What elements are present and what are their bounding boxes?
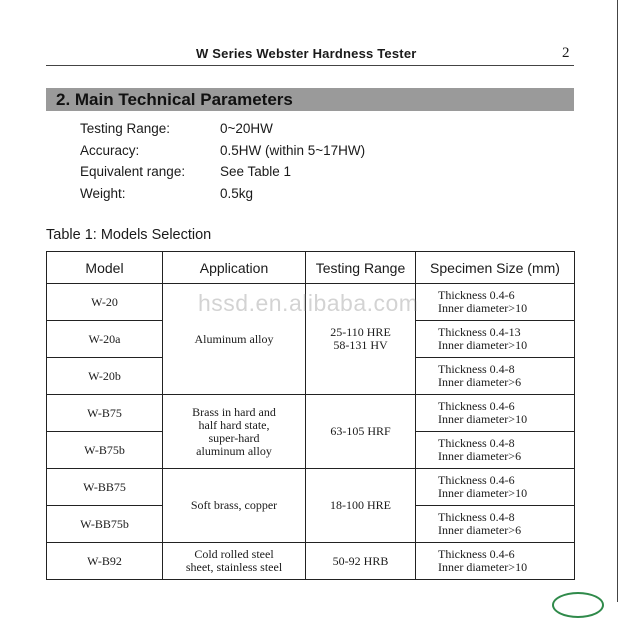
param-label: Weight: [80,186,126,201]
header-specimen-size: Specimen Size (mm) [416,252,575,284]
application-cell [163,395,306,469]
spec-thickness: Thickness 0.4-13 [438,325,521,339]
specimen-size-cell [416,358,575,395]
testing-range-cell [306,395,416,469]
model-cell: W-B92 [47,543,163,580]
param-label: Equivalent range: [80,164,186,179]
testing-range-cell [306,469,416,543]
param-value: See Table 1 [220,164,292,179]
testing-range-line: 50-92 HRB [332,553,389,568]
testing-range-line: 18-100 HRE [330,498,391,512]
models-table [46,251,575,580]
testing-range-line: 58-131 HV [333,338,388,352]
specimen-size-cell [416,506,575,543]
specimen-size-cell [416,469,575,506]
corner-logo-icon [552,592,604,618]
specimen-size-cell [416,321,575,358]
spec-thickness: Thickness 0.4-6 [438,399,515,413]
table-row [47,543,575,580]
table-row [47,284,575,321]
model-cell: W-BB75b [47,506,163,543]
spec-thickness: Thickness 0.4-6 [438,473,515,487]
table-row [47,469,575,506]
application-line: Aluminum alloy [194,331,274,346]
spec-inner-diameter: Inner diameter>6 [438,523,522,537]
spec-inner-diameter: Inner diameter>10 [438,412,528,426]
specimen-size-cell [416,395,575,432]
table-row [47,395,575,432]
section-title: 2. Main Technical Parameters [56,90,293,109]
model-cell: W-20a [47,321,163,358]
param-value: 0.5HW (within 5~17HW) [220,143,366,158]
model-cell: W-B75 [47,395,163,432]
spec-thickness: Thickness 0.4-8 [438,510,515,524]
table-caption: Table 1: Models Selection [46,227,212,243]
model-cell: W-20b [47,358,163,395]
param-value: 0~20HW [220,121,273,136]
page-number: 2 [562,45,570,61]
application-line: Cold rolled steel [194,547,274,561]
spec-inner-diameter: Inner diameter>10 [438,560,528,574]
header-model: Model [47,252,163,284]
specimen-size-cell [416,284,575,321]
spec-thickness: Thickness 0.4-6 [438,547,515,561]
param-label: Accuracy: [80,143,140,158]
testing-range-line: 25-110 HRE [330,325,391,339]
spec-inner-diameter: Inner diameter>6 [438,375,522,389]
spec-thickness: Thickness 0.4-8 [438,362,515,376]
header-rule [46,65,574,66]
table-header-row [47,252,575,284]
header-testing-range: Testing Range [306,252,416,284]
application-line: sheet, stainless steel [185,560,283,574]
testing-range-cell [306,543,416,580]
application-cell [163,543,306,580]
param-value: 0.5kg [220,186,254,201]
model-cell: W-20 [47,284,163,321]
specimen-size-cell [416,432,575,469]
header-application: Application [163,252,306,284]
application-line: aluminum alloy [196,443,272,458]
spec-inner-diameter: Inner diameter>10 [438,338,528,352]
application-line: Brass in hard and [192,404,276,419]
spec-thickness: Thickness 0.4-6 [438,288,515,302]
testing-range-cell [306,284,416,395]
application-line: super-hard [208,430,260,445]
spec-inner-diameter: Inner diameter>10 [438,486,528,500]
section-heading-bar [46,88,574,111]
application-cell [163,284,306,395]
testing-range-line: 63-105 HRF [330,424,391,438]
application-line: half hard state, [198,417,270,432]
spec-inner-diameter: Inner diameter>10 [438,301,528,315]
watermark-text: hssd.en.alibaba.com [198,290,419,316]
model-cell: W-B75b [47,432,163,469]
spec-inner-diameter: Inner diameter>6 [438,449,522,463]
specimen-size-cell [416,543,575,580]
model-cell: W-BB75 [47,469,163,506]
application-cell [163,469,306,543]
param-label: Testing Range: [80,121,171,136]
application-line: Soft brass, copper [190,498,278,512]
spec-thickness: Thickness 0.4-8 [438,436,515,450]
running-title: W Series Webster Hardness Tester [196,46,417,61]
